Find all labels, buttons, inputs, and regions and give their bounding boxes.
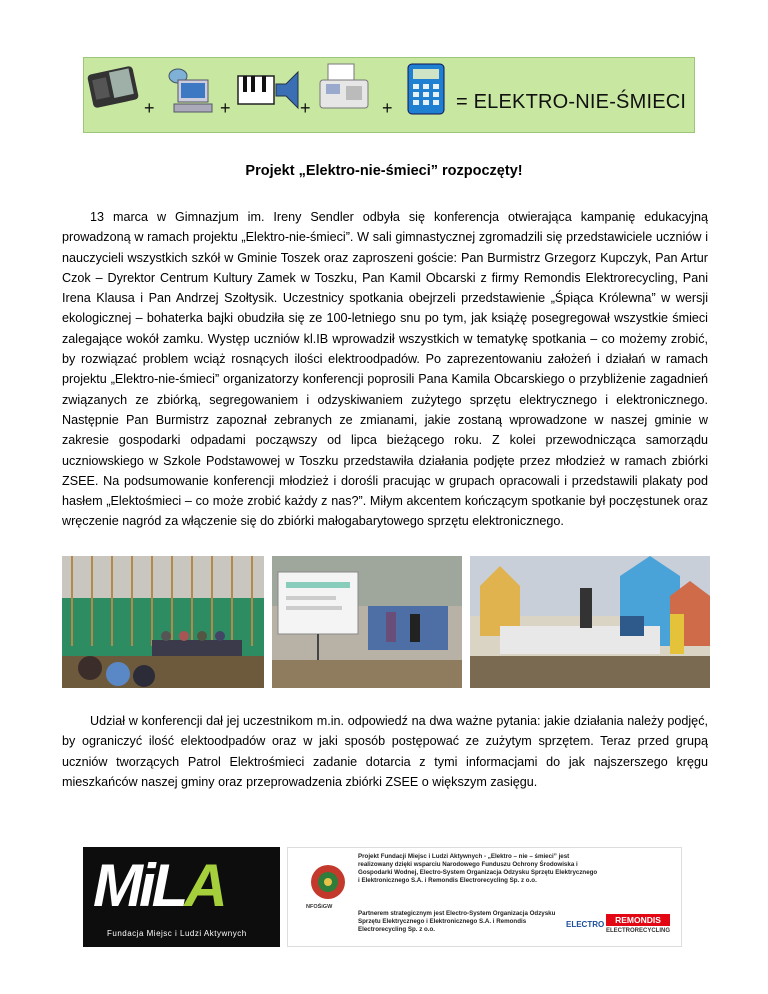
fax-icon — [316, 62, 376, 118]
calculator-icon — [402, 60, 450, 120]
footer-logos — [83, 847, 682, 947]
article-paragraph-2: Udział w konferencji dał jej uczestnikom m.in. odpowiedź na dwa ważne pytania: jakie działania należy podjęć, by ograniczyć ilość elektoodpadów oraz w jaki sposób postępować ze zużytym sprzętem. Teraz przed grupą uczniów tworzących Patrol Elektrośmieci zadanie dotarcia z tymi informacjami do jak najszerszego kręgu mieszkańców naszej gminy oraz przeprowadzenia zbiórki ZSEE o większym zasięgu. — [62, 714, 708, 789]
article-title: Projekt „Elektro-nie-śmieci” rozpoczęty! — [245, 163, 523, 179]
computer-icon — [162, 62, 218, 118]
electro-system-logo: ELECTRO — [566, 920, 605, 929]
banner-equation-text: = ELEKTRO-NIE-ŚMIECI — [456, 91, 687, 113]
plus-sign: + — [220, 98, 231, 118]
article-paragraph-1: 13 marca w Gimnazjum im. Ireny Sendler odbyła się konferencja otwierająca kampanię edukacyjną prowadzoną w ramach projektu „Elektro-nie-śmieci”. W sali gimnastycznej zgromadzili się przedstawiciele uczniów i nauczycieli wszystkich szkół w Gminie Toszek oraz zaproszeni goście: Pan Burmistrz Grzegorz Kupczyk, Pan Artur Czok – Dyrektor Centrum Kultury Zamek w Toszku, Pan Kamil Obcarski z firmy Remondis Elektrorecycling, Pani Irena Klausa i Pan Andrzej Szołtysik. Uczestnicy spotkania obejrzeli przedstawienie „Śpiąca Królewna” w wersji ekologicznej – bohaterka bajki obudziła się ze 100-letniego snu po tym, jak książę posegregował wszystkie śmieci zalegające wokół zamku. Występ uczniów kl.IB wprowadził wszystkich w tematykę spotkania – co możemy zrobić, by rozwiązać problem wciąż rosnących ilości elektroodpadów. Po zaprezentowaniu założeń i działań w ramach projektu „Elektro-nie-śmieci” organizatorzy konferencji poprosili Pana Kamila Obcarskiego o przybliżenie zagadnień związanych ze zbiórką, segregowaniem i odzyskiwaniem zużytego sprzętu elektrycznego i elektronicznego. Następnie Pan Burmistrz zapoznał zebranych ze zmianami, jakie zostaną wprowadzone w naszej gminie w zakresie gospodarki odpadami począwszy od lipca bieżącego roku. Z kolei przewodnicząca samorządu uczniowskiego w Szkole Podstawowej w Toszku przedstawiła działania podjęte przez młodzież w ramach zbiórki ZSEE. Na podsumowanie konferencji młodzież i dorośli pracując w grupach opracowali i przedstawili plakaty pod hasłem „Elektośmieci – co może zrobić każdy z nas?”. Miłym akcentem kończącym spotkanie był poczęstunek oraz wręczenie nagród za włączenie się do zbiórki małogabarytowego sprzętu elektronicznego. — [62, 210, 708, 529]
organizer-icon — [86, 62, 142, 112]
strategic-partner-text: Partnerem strategicznym jest Electro-System Organizacja Odzysku Sprzętu Elektrycznego i Elektronicznego S.A. i Remondis Electrorecycling Sp. z o.o. — [358, 910, 556, 933]
partner-box — [287, 847, 682, 947]
mila-logo-mark: MiLA — [93, 852, 224, 919]
nfos-label: NFOŚiGW — [306, 904, 333, 910]
plus-sign: + — [300, 98, 311, 118]
plus-sign: + — [382, 98, 393, 118]
funding-text: Projekt Fundacji Miejsc i Ludzi Aktywnych - „Elektro – nie – śmieci” jest realizowany dzięki wsparciu Narodowego Funduszu Ochrony Środowiska i Gospodarki Wodnej, Electro-System Organizacja Odzysku Sprzętu Elektrycznego i Elektronicznego S.A. i Remondis Electrorecycling Sp. z o.o. — [358, 853, 598, 884]
remondis-logo: REMONDIS ELECTRORECYCLING — [606, 915, 671, 934]
keyboard-speaker-icon — [236, 66, 306, 114]
header-banner — [83, 57, 695, 133]
mila-tagline: Fundacja Miejsc i Ludzi Aktywnych — [107, 929, 247, 938]
theatre-photo — [470, 556, 710, 688]
nfos-logo-icon — [308, 862, 348, 902]
photo-strip — [62, 556, 710, 688]
mila-logo — [83, 847, 280, 947]
conference-photo — [62, 556, 264, 688]
plus-sign: + — [144, 98, 155, 118]
presentation-photo — [272, 556, 462, 688]
